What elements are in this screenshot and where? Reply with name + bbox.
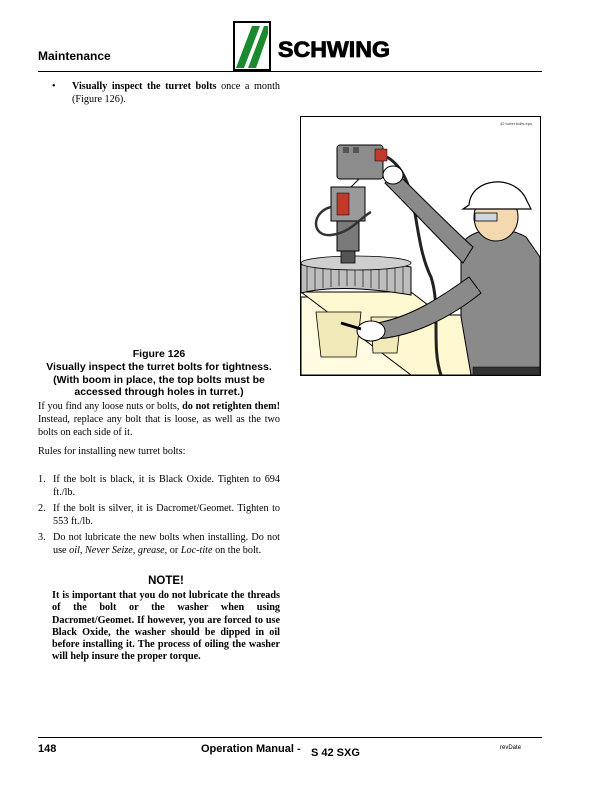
rule-item [38, 473, 280, 499]
rules-intro: Rules for installing new turret bolts: [38, 446, 186, 457]
rule-separator: , [79, 545, 85, 557]
rule-italic-loctite: Loc-tite [180, 545, 213, 557]
caption-title: Figure 126 [132, 348, 186, 360]
rule-number: 3. [38, 532, 46, 543]
footer-rule [38, 737, 542, 738]
rule-number: 2. [38, 503, 46, 514]
bullet-rest: once a month (Figure 126). [72, 81, 280, 106]
note-title: NOTE! [148, 575, 184, 587]
schwing-logo [232, 20, 394, 72]
header-rule [38, 71, 542, 72]
para1-start: If you find any loose nuts or bolts, [38, 401, 183, 412]
section-title: Maintenance [38, 49, 111, 63]
caption-line-2: (With boom in place, the top bolts must be [53, 373, 265, 386]
figure-caption [38, 348, 280, 399]
footer-model: S 42 SXG [311, 747, 360, 759]
rule-text: If the bolt is black, it is Black Oxide. Tighten to 694 ft./lb. [53, 474, 280, 499]
note-body: It is important that you do not lubricate the threads of the bolt or the washer when using Dacromet/Geomet. If however, you are forced to use Black Oxide, the washer should be dipped in oil before installing it. The process of oiling the washer will help insure the proper torque. [52, 590, 280, 663]
figure-file-label: 42 turret bolts.eps [499, 121, 532, 126]
bullet-bold: Visually inspect the turret bolts [72, 81, 217, 92]
rule-text: If the bolt is silver, it is Dacromet/Geomet. Tighten to 553 ft./lb. [53, 503, 280, 528]
rule-text [53, 531, 280, 557]
bullet-dot: • [52, 81, 56, 92]
rule-italic-never-seize: Never Seize, grease, [85, 545, 168, 557]
figure-126 [300, 116, 541, 376]
revision-date: revDate [500, 745, 522, 751]
rule-separator: or [167, 545, 181, 557]
rule-item [38, 531, 280, 557]
page-number: 148 [38, 743, 57, 755]
rule-number: 1. [38, 474, 46, 485]
technician-torque-wrench-illustration [301, 117, 540, 375]
para1-bold: do not retighten them! [182, 401, 280, 412]
rule-italic-oil: oil [69, 545, 80, 557]
footer-manual-title: Operation Manual - [201, 743, 301, 755]
rule-item [38, 502, 280, 528]
logo-text: SCHWING [278, 37, 390, 62]
caption-line-1: Visually inspect the turret bolts for tightness. [46, 360, 272, 373]
caption-line-3: accessed through holes in turret.) [74, 386, 244, 399]
rule-text-part: on the bolt. [212, 545, 262, 557]
para1-end: Instead, replace any bolt that is loose, as well as the two bolts on each side of it. [38, 414, 280, 439]
bullet-item [52, 80, 280, 106]
rule-text-part: Do not lubricate the new bolts when installing. Do not use [53, 532, 280, 557]
loose-bolts-paragraph [38, 400, 280, 440]
